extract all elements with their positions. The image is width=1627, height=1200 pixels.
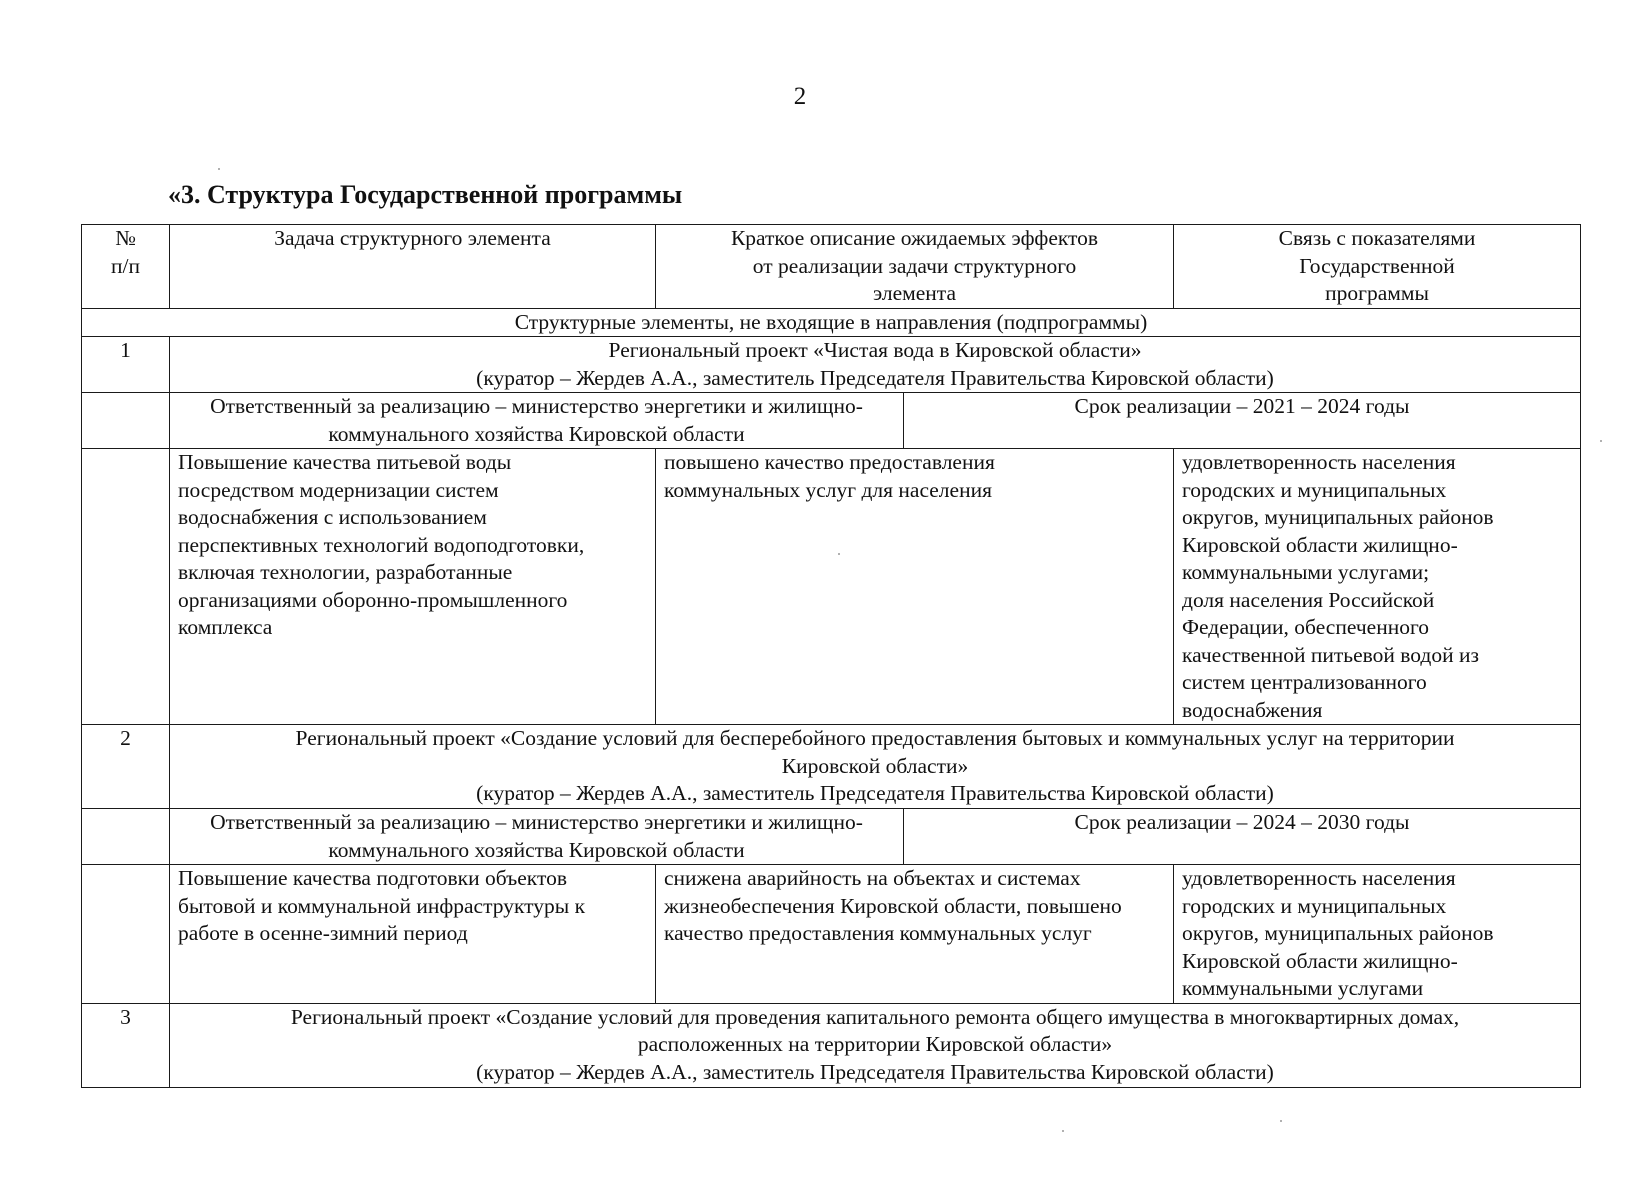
group-row	[82, 308, 1581, 337]
project-2-term: Срок реализации – 2024 – 2030 годы	[904, 809, 1581, 865]
project-2-empty-num	[82, 809, 170, 865]
table-header-row	[82, 225, 1581, 309]
scan-speck	[1600, 440, 1602, 442]
project-2-responsible-row	[82, 809, 1581, 865]
project-2-task: Повышение качества подготовки объектов бытовой и коммунальной инфраструктуры к работе в осенне-зимний период	[170, 865, 656, 1004]
project-2-number: 2	[82, 725, 170, 809]
project-1-title: Региональный проект «Чистая вода в Кировской области» (куратор – Жердев А.А., заместитель Председателя Правительства Кировской области)	[170, 337, 1581, 393]
scan-speck	[1280, 1120, 1282, 1122]
project-3-title-row	[82, 1003, 1581, 1087]
header-num: № п/п	[82, 225, 170, 309]
project-1-empty-num	[82, 393, 170, 449]
project-2-responsible: Ответственный за реализацию – министерство энергетики и жилищно- коммунального хозяйства Кировской области	[170, 809, 904, 865]
scan-speck	[1062, 1130, 1064, 1132]
structure-table	[81, 224, 1581, 1088]
header-effects: Краткое описание ожидаемых эффектов от реализации задачи структурного элемента	[656, 225, 1174, 309]
scan-speck	[838, 553, 840, 555]
project-2-title-row	[82, 725, 1581, 809]
scan-speck	[218, 168, 220, 170]
project-1-responsible: Ответственный за реализацию – министерство энергетики и жилищно- коммунального хозяйства Кировской области	[170, 393, 904, 449]
project-1-term: Срок реализации – 2021 – 2024 годы	[904, 393, 1581, 449]
header-link: Связь с показателями Государственной программы	[1174, 225, 1581, 309]
project-2-link: удовлетворенность населения городских и муниципальных округов, муниципальных районов Кировской области жилищно- коммунальными услугами	[1174, 865, 1581, 1004]
project-2-title: Региональный проект «Создание условий для бесперебойного предоставления бытовых и коммунальных услуг на территории Кировской области» (куратор – Жердев А.А., заместитель Председателя Правительства Кировской области)	[170, 725, 1581, 809]
group-title: Структурные элементы, не входящие в направления (подпрограммы)	[82, 308, 1581, 337]
header-task: Задача структурного элемента	[170, 225, 656, 309]
section-title: «3. Структура Государственной программы	[168, 180, 683, 209]
project-1-task: Повышение качества питьевой воды посредством модернизации систем водоснабжения с использованием перспективных технологий водоподготовки, включая технологии, разработанные организациями оборонно-промышленного комплекса	[170, 449, 656, 725]
project-3-number: 3	[82, 1003, 170, 1087]
project-2-task-row	[82, 865, 1581, 1004]
project-1-task-empty-num	[82, 449, 170, 725]
project-2-task-empty-num	[82, 865, 170, 1004]
project-1-number: 1	[82, 337, 170, 393]
project-1-task-row	[82, 449, 1581, 725]
project-1-responsible-row	[82, 393, 1581, 449]
project-1-link: удовлетворенность населения городских и муниципальных округов, муниципальных районов Кировской области жилищно- коммунальными услугами; доля населения Российской Федерации, обеспеченного качественной питьевой водой из систем централизованного водоснабжения	[1174, 449, 1581, 725]
project-2-effects: снижена аварийность на объектах и системах жизнеобеспечения Кировской области, повышено качество предоставления коммунальных услуг	[656, 865, 1174, 1004]
project-1-effects: повышено качество предоставления коммунальных услуг для населения	[656, 449, 1174, 725]
project-1-title-row	[82, 337, 1581, 393]
project-3-title: Региональный проект «Создание условий для проведения капитального ремонта общего имущества в многоквартирных домах, расположенных на территории Кировской области» (куратор – Жердев А.А., заместитель Председателя Правительства Кировской области)	[170, 1003, 1581, 1087]
page-number: 2	[793, 83, 807, 110]
